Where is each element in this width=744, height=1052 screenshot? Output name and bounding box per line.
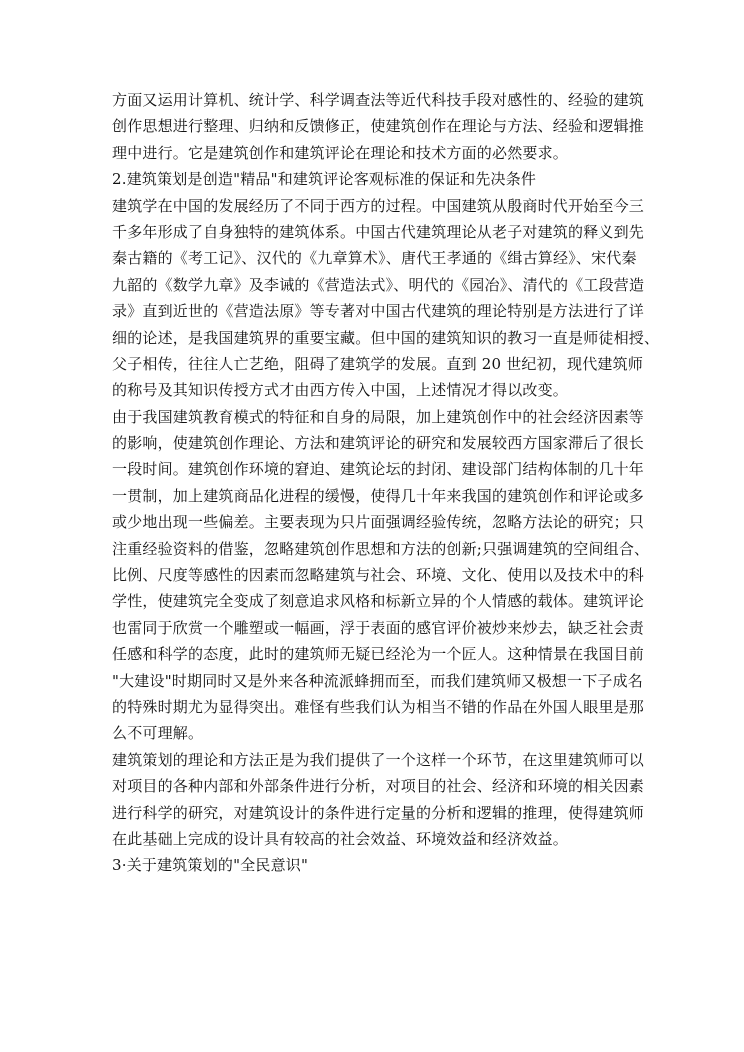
text-line: 千多年形成了自身独特的建筑体系。中国古代建筑理论从老子对建筑的释义到先 bbox=[112, 222, 645, 241]
text-line: 秦古籍的《考工记》、汉代的《九章算术》、唐代王孝通的《缉古算经》、宋代秦 bbox=[112, 249, 637, 268]
paragraph-education-limits bbox=[112, 404, 654, 747]
text-line: 由于我国建筑教育模式的特征和自身的局限，加上建筑创作中的社会经济因素等 bbox=[112, 407, 645, 426]
text-line: 一段时间。建筑创作环境的窘迫、建筑论坛的封闭、建设部门结构体制的几十年 bbox=[112, 460, 645, 479]
text-line: 的称号及其知识传授方式才由西方传入中国，上述情况才得以改变。 bbox=[112, 381, 569, 400]
paragraph-programming-method bbox=[112, 747, 654, 853]
text-line: 么不可理解。 bbox=[112, 724, 204, 743]
text-line: 一贯制，加上建筑商品化进程的缓慢，使得几十年来我国的建筑创作和评论或多 bbox=[112, 486, 645, 505]
text-line: 进行科学的研究，对建筑设计的条件进行定量的分析和逻辑的推理，使得建筑师 bbox=[112, 803, 645, 822]
text-line: 也雷同于欣赏一个雕塑或一幅画，浮于表面的感官评价被炒来炒去，缺乏社会责 bbox=[112, 618, 645, 637]
text-line: 在此基础上完成的设计具有较高的社会效益、环境效益和经济效益。 bbox=[112, 829, 569, 848]
heading-line: 3·关于建筑策划的"全民意识" bbox=[112, 856, 309, 875]
text-line: 的特殊时期尤为显得突出。难怪有些我们认为相当不错的作品在外国人眼里是那 bbox=[112, 697, 645, 716]
text-line: 九韶的《数学九章》及李诫的《营造法式》、明代的《园冶》、清代的《工段营造 bbox=[112, 275, 645, 294]
text-line: 录》直到近世的《营造法原》等专著对中国古代建筑的理论特别是方法进行了详 bbox=[112, 302, 645, 321]
text-line: 对项目的各种内部和外部条件进行分析，对项目的社会、经济和环境的相关因素 bbox=[112, 777, 645, 796]
text-line: 比例、尺度等感性的因素而忽略建筑与社会、环境、文化、使用以及技术中的科 bbox=[112, 566, 645, 585]
text-line: 建筑学在中国的发展经历了不同于西方的过程。中国建筑从殷商时代开始至今三 bbox=[112, 196, 645, 215]
text-line: 任感和科学的态度，此时的建筑师无疑已经沦为一个匠人。这种情景在我国目前 bbox=[112, 645, 645, 664]
paragraph-intro-continued bbox=[112, 87, 654, 166]
text-line: 父子相传，往往人亡艺绝，阻碍了建筑学的发展。直到 20 世纪初，现代建筑师 bbox=[112, 354, 644, 373]
text-line: 创作思想进行整理、归纳和反馈修正，使建筑创作在理论与方法、经验和逻辑推 bbox=[112, 117, 645, 136]
text-line: 理中进行。它是建筑创作和建筑评论在理论和技术方面的必然要求。 bbox=[112, 143, 569, 162]
section-heading-2 bbox=[112, 166, 654, 192]
text-line: 学性，使建筑完全变成了刻意追求风格和标新立异的个人情感的载体。建筑评论 bbox=[112, 592, 645, 611]
text-line: 或少地出现一些偏差。主要表现为只片面强调经验传统，忽略方法论的研究；只 bbox=[112, 513, 645, 532]
text-line: 的影响，使建筑创作理论、方法和建筑评论的研究和发展较西方国家滞后了很长 bbox=[112, 434, 645, 453]
heading-line: 2.建筑策划是创造"精品"和建筑评论客观标准的保证和先决条件 bbox=[112, 170, 537, 189]
text-line: 注重经验资料的借鉴，忽略建筑创作思想和方法的创新;只强调建筑的空间组合、 bbox=[112, 539, 650, 558]
section-heading-3 bbox=[112, 852, 654, 878]
text-line: 细的论述，是我国建筑界的重要宝藏。但中国的建筑知识的教习一直是师徒相授、 bbox=[112, 328, 660, 347]
text-line: "大建设"时期同时又是外来各种流派蜂拥而至，而我们建筑师又极想一下子成名 bbox=[112, 671, 644, 690]
paragraph-history bbox=[112, 193, 660, 404]
text-line: 方面又运用计算机、统计学、科学调查法等近代科技手段对感性的、经验的建筑 bbox=[112, 91, 645, 109]
text-line: 建筑策划的理论和方法正是为我们提供了一个这样一个环节，在这里建筑师可以 bbox=[112, 750, 645, 769]
